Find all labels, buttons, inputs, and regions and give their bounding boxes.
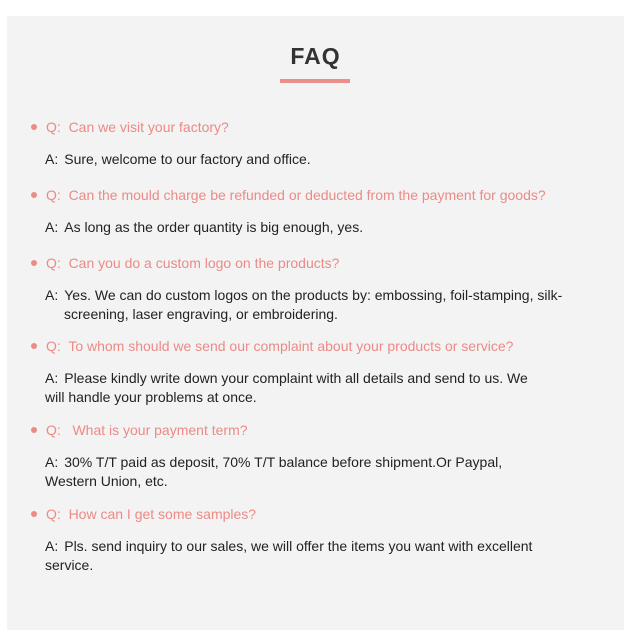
bullet-dot-icon — [31, 192, 37, 198]
question — [31, 505, 256, 523]
question — [31, 254, 339, 272]
bullet-dot-icon — [31, 124, 37, 130]
question-text: Can the mould charge be refunded or deducted from the payment for goods? — [68, 187, 546, 203]
question-prefix: Q: — [46, 338, 61, 354]
question-prefix: Q: — [46, 255, 61, 271]
question — [31, 421, 248, 439]
answer-text: Yes. We can do custom logos on the products by: embossing, foil-stamping, silk-screening, laser engraving, or embroidering. — [64, 287, 563, 322]
question-prefix: Q: — [46, 119, 61, 135]
question — [31, 337, 513, 355]
answer-prefix: A: — [45, 538, 59, 554]
answer-prefix: A: — [45, 151, 59, 167]
page-title: FAQ — [290, 43, 341, 69]
question-prefix: Q: — [46, 422, 61, 438]
answer-text: Pls. send inquiry to our sales, we will offer the items you want with excellent service. — [45, 538, 533, 573]
answer — [45, 453, 545, 491]
answer — [45, 150, 624, 169]
answer — [45, 537, 535, 575]
question-prefix: Q: — [46, 506, 61, 522]
question-text: Can we visit your factory? — [68, 119, 229, 135]
bullet-dot-icon — [31, 511, 37, 517]
bullet-dot-icon — [31, 343, 37, 349]
answer — [45, 286, 569, 324]
answer-prefix: A: — [45, 287, 59, 303]
answer-text: 30% T/T paid as deposit, 70% T/T balance before shipment.Or Paypal, Western Union, etc. — [45, 454, 503, 489]
faq-panel — [7, 16, 624, 630]
question-text: What is your payment term? — [72, 422, 248, 438]
answer-prefix: A: — [45, 454, 59, 470]
question — [31, 118, 229, 136]
answer-prefix: A: — [45, 370, 59, 386]
answer-text: Please kindly write down your complaint with all details and send to us. We will handle your problems at once. — [45, 370, 528, 405]
question-text: To whom should we send our complaint about your products or service? — [68, 338, 514, 354]
question-prefix: Q: — [46, 187, 61, 203]
question-text: How can I get some samples? — [68, 506, 257, 522]
question — [31, 186, 546, 204]
answer-prefix: A: — [45, 219, 59, 235]
answer — [45, 369, 545, 407]
bullet-dot-icon — [31, 260, 37, 266]
answer-text: As long as the order quantity is big enough, yes. — [64, 219, 364, 235]
bullet-dot-icon — [31, 427, 37, 433]
answer — [45, 218, 624, 237]
question-text: Can you do a custom logo on the products? — [68, 255, 340, 271]
title-underline — [280, 79, 350, 83]
answer-text: Sure, welcome to our factory and office. — [64, 151, 311, 167]
